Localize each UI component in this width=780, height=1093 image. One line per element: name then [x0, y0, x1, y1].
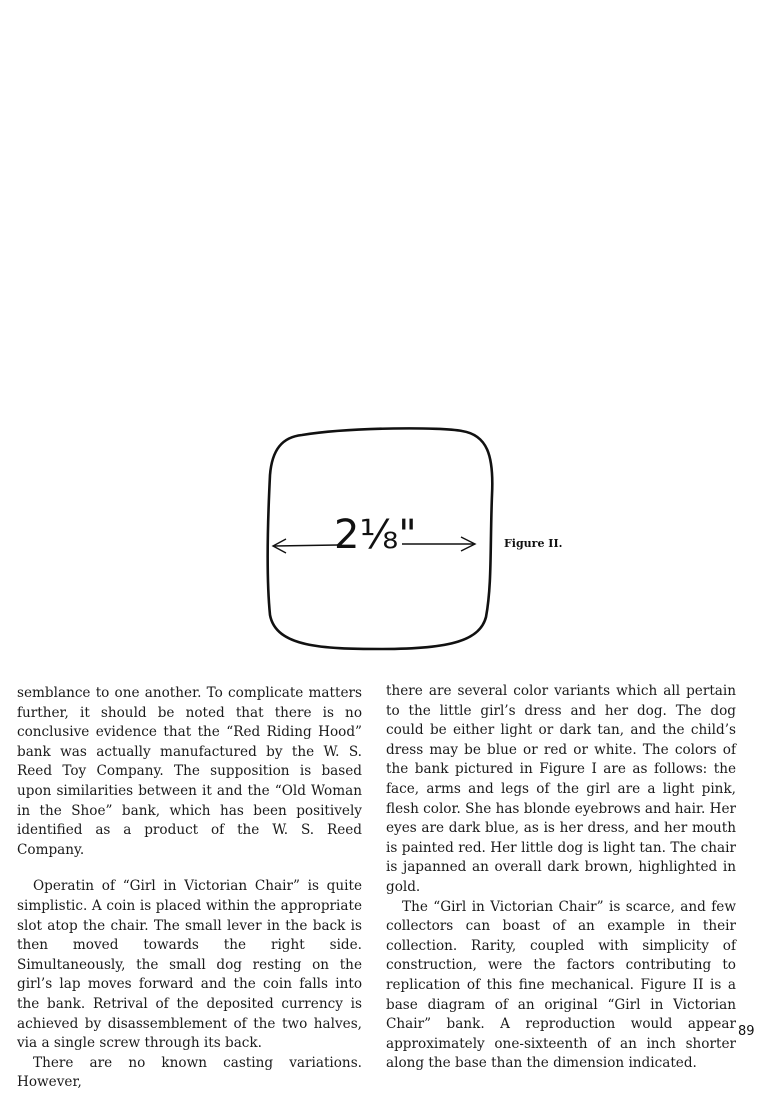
right-text-column	[386, 682, 736, 1074]
paragraph: The “Girl in Victorian Chair” is scarce, and few collectors can boast of an example in their collection. Rarity, coupled with simplicity of construction, were the factors contributing to replication of this fine mechanical. Figure II is a base diagram of an original “Girl in Victorian Chair” bank. A reproduction would appear approximately one-sixteenth of an inch shorter along the base than the dimension indicated.	[386, 898, 736, 1072]
paragraph: There are no known casting variations. However,	[17, 1054, 362, 1091]
left-text-column	[17, 684, 362, 1093]
page-number: 89	[738, 1024, 755, 1039]
dimension-arrow-left	[273, 539, 338, 553]
figure-caption: Figure II.	[504, 537, 563, 550]
paragraph: there are several color variants which all pertain to the little girl’s dress and her dog. The dog could be either light or dark tan, and the child’s dress may be blue or red or white. The colors of the bank pictured in Figure I are as follows: the face, arms and legs of the girl are a light pink, flesh color. She has blonde eyebrows and hair. Her eyes are dark blue, as is her dress, and her mouth is painted red. Her little dog is light tan. The chair is japanned an overall dark brown, highlighted in gold.	[386, 683, 737, 895]
dimension-label: 2⅛"	[334, 512, 417, 558]
paragraph: semblance to one another. To complicate matters further, it should be noted that there is no conclusive evidence that the “Red Riding Hood” bank was actually manufactured by the W. S. Reed Toy Company. The supposition is based upon similarities between it and the “Old Woman in the Shoe” bank, which has been positively identified as a product of the W. S. Reed Company.	[17, 685, 362, 858]
paragraph: Operatin of “Girl in Victorian Chair” is quite simplistic. A coin is placed within the appropriate slot atop the chair. The small lever in the back is then moved towards the right side. Simultaneously, the small dog resting on the girl’s lap moves forward and the coin falls into the bank. Retrival of the deposited currency is achieved by disassemblement of the two halves, via a single screw through its back.	[17, 878, 362, 1052]
